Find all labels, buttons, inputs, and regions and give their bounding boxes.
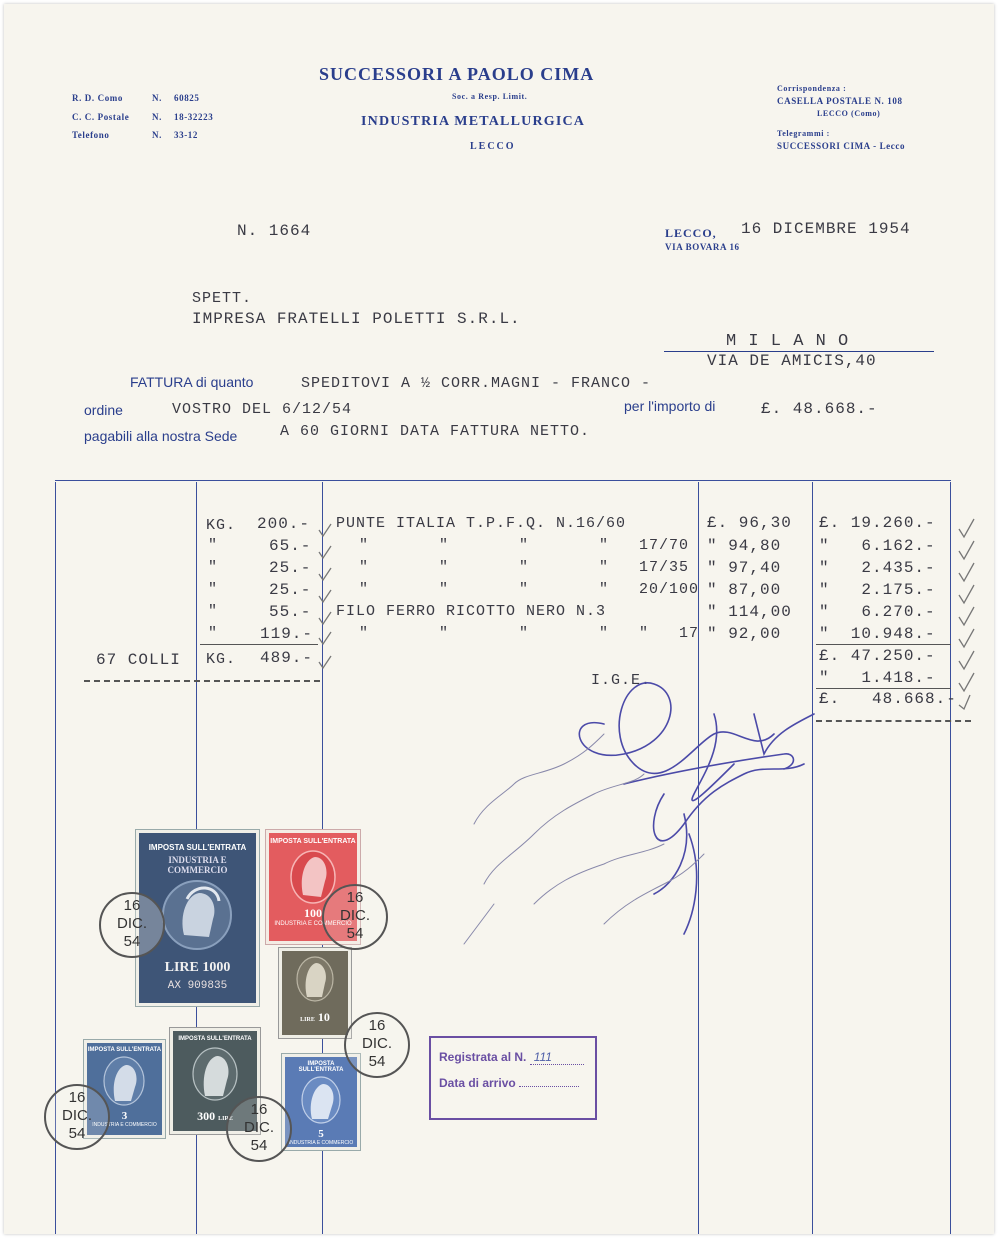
activity: INDUSTRIA METALLURGICA	[361, 114, 586, 129]
pagabili-label: pagabili alla nostra Sede	[84, 428, 238, 444]
row-unit: KG.	[206, 517, 237, 534]
ordine-value: VOSTRO DEL 6/12/54	[172, 401, 353, 418]
row-price: " 94,80	[707, 537, 782, 555]
row-price: " 92,00	[707, 625, 782, 643]
left-total-dash	[84, 680, 320, 682]
cc-postale-line: C. C. Postale N. 18-32223	[72, 112, 214, 122]
stamp-value: LIRE 10	[300, 1010, 330, 1024]
row-unit: "	[208, 625, 219, 642]
row-price: " 87,00	[707, 581, 782, 599]
pagabili-value: A 60 GIORNI DATA FATTURA NETTO.	[280, 423, 591, 440]
stamp-serial: AX 909835	[167, 980, 228, 992]
row-desc: FILO FERRO RICOTTO NERO N.3	[336, 603, 607, 620]
row-price: " 97,40	[707, 559, 782, 577]
table-top-border	[55, 480, 951, 481]
telegram-address: SUCCESSORI CIMA - Lecco	[777, 141, 906, 151]
row-total: " 6.270.-	[819, 603, 936, 621]
invoice-document	[4, 4, 994, 1234]
row-qty: 25.-	[269, 581, 312, 599]
kg-total: 489.-	[260, 649, 314, 667]
recipient-name: IMPRESA FRATELLI POLETTI S.R.L.	[192, 310, 521, 328]
row-qty: 119.-	[260, 625, 314, 643]
stamp-title: IMPOSTA SULL'ENTRATA	[178, 1036, 252, 1042]
telegrammi-label: Telegrammi :	[777, 129, 830, 138]
row-unit: "	[208, 603, 219, 620]
ordine-label: ordine	[84, 402, 123, 418]
rd-como-line: R. D. Como N. 60825	[72, 93, 200, 103]
ige-label: I.G.E.	[591, 672, 652, 689]
registration-stamp	[429, 1036, 597, 1120]
row-total: " 2.175.-	[819, 581, 936, 599]
casella-postale: CASELLA POSTALE N. 108	[777, 96, 903, 106]
row-total: £. 19.260.-	[819, 514, 936, 532]
row-unit: "	[208, 581, 219, 598]
registration-line-2: Data di arrivo	[439, 1076, 579, 1090]
stamp-title: IMPOSTA SULL'ENTRATA	[270, 838, 356, 845]
stamp-footer: INDUSTRIA E COMMERCIO	[92, 1122, 157, 1128]
row-total: " 10.948.-	[819, 625, 936, 643]
row-unit: "	[208, 559, 219, 576]
colli-count: 67 COLLI	[96, 651, 181, 669]
registration-line-1: Registrata al N. 111	[439, 1050, 584, 1065]
postmark-cancel: 16 DIC. 54	[226, 1096, 292, 1162]
row-price: " 114,00	[707, 603, 792, 621]
place-label: LECCO,	[665, 226, 717, 240]
row-qty: 55.-	[269, 603, 312, 621]
postmark-cancel: 16 DIC. 54	[99, 892, 165, 958]
row-qty: 65.-	[269, 537, 312, 555]
minerva-portrait-icon	[282, 951, 348, 1005]
row-qty: 25.-	[269, 559, 312, 577]
row-unit: "	[208, 537, 219, 554]
minerva-portrait-icon	[173, 1042, 257, 1104]
stamp-title: IMPOSTA SULL'ENTRATA	[148, 843, 247, 852]
legal-form: Soc. a Resp. Limit.	[452, 92, 528, 101]
stamp-subtitle: INDUSTRIA E COMMERCIO	[167, 855, 228, 875]
stamp-value: 100	[304, 906, 322, 920]
row-total: " 6.162.-	[819, 537, 936, 555]
grand-total-dash	[816, 720, 971, 722]
postmark-cancel: 16 DIC. 54	[344, 1012, 410, 1078]
recipient-city: M I L A N O	[726, 332, 850, 351]
sender-street: VIA BOVARA 16	[665, 242, 740, 252]
telefono-line: Telefono N. 33-12	[72, 130, 198, 140]
stamp-title: IMPOSTA SULL'ENTRATA	[298, 1061, 344, 1073]
stamp-footer: INDUSTRIA E COMMERCIO	[288, 1140, 354, 1146]
row-desc: " " " " 17/70	[359, 537, 690, 554]
invoice-date: 16 DICEMBRE 1954	[741, 220, 911, 238]
revenue-stamp-10	[279, 948, 351, 1038]
postmark-cancel: 16 DIC. 54	[322, 884, 388, 950]
row-desc: PUNTE ITALIA T.P.F.Q. N.16/60	[336, 515, 627, 532]
subtotal-value: £. 47.250.-	[819, 647, 936, 665]
corrispondenza-label: Corrispondenza :	[777, 84, 847, 93]
kg-label: KG.	[206, 651, 237, 668]
invoice-number: N. 1664	[237, 222, 312, 240]
stamp-value: 300 LIRE	[197, 1109, 233, 1123]
row-price: £. 96,30	[707, 514, 792, 532]
row-desc: " " " " 20/100	[359, 581, 700, 598]
stamp-value: LIRE 1000	[164, 960, 231, 975]
row-desc: " " " " " 17	[359, 625, 700, 642]
grand-total: £. 48.668.-	[819, 690, 957, 708]
ige-value: " 1.418.-	[819, 669, 936, 687]
recipient-street: VIA DE AMICIS,40	[707, 352, 877, 370]
letterhead-city: LECCO	[470, 141, 516, 152]
fattura-label: FATTURA di quanto	[130, 374, 254, 390]
row-desc: " " " " 17/35	[359, 559, 690, 576]
stamp-value: 5	[318, 1128, 324, 1140]
stamp-title: IMPOSTA SULL'ENTRATA	[87, 1047, 162, 1053]
company-name: SUCCESSORI A PAOLO CIMA	[319, 64, 595, 84]
postmark-cancel: 16 DIC. 54	[44, 1084, 110, 1150]
minerva-portrait-icon	[285, 1073, 357, 1127]
registration-number: 111	[530, 1050, 584, 1065]
spett-label: SPETT.	[192, 290, 253, 307]
lecco-como: LECCO (Como)	[817, 109, 881, 118]
fattura-value: SPEDITOVI A ½ CORR.MAGNI - FRANCO -	[301, 375, 652, 392]
stamp-footer: INDUSTRIA E COMMERCIO	[274, 921, 352, 927]
importo-label: per l'importo di	[624, 398, 716, 414]
importo-value: £. 48.668.-	[761, 400, 878, 418]
row-total: " 2.435.-	[819, 559, 936, 577]
handwritten-signature	[454, 674, 834, 994]
row-qty: 200.-	[257, 515, 311, 533]
stamp-value: 3	[121, 1110, 128, 1122]
